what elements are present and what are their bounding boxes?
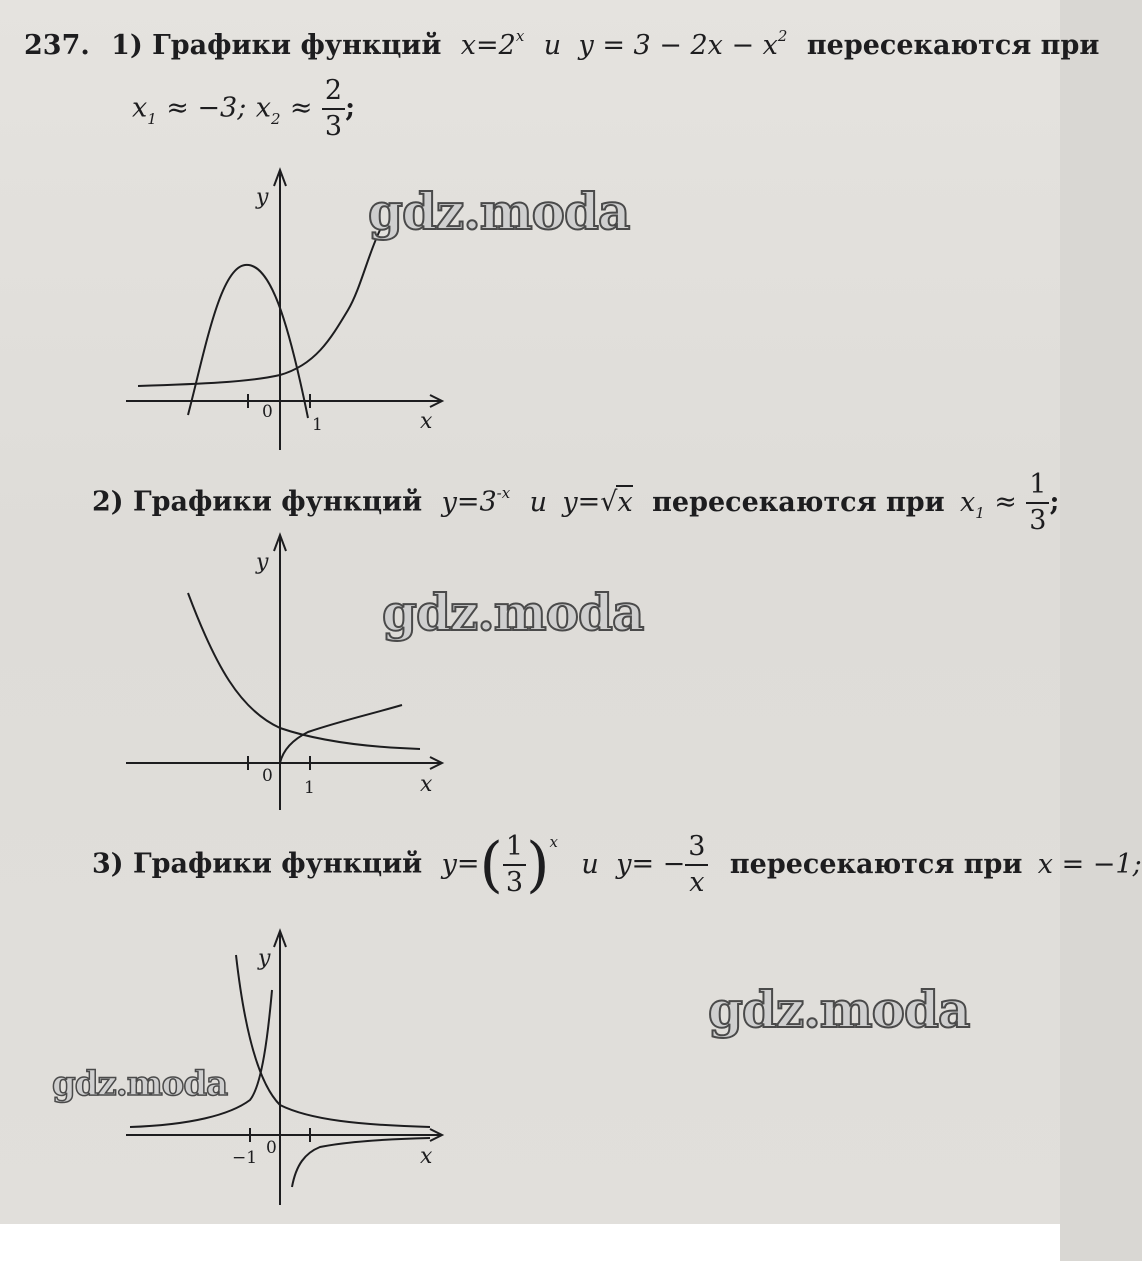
- y-axis-label: y: [256, 550, 269, 575]
- part-3-f1-exp: x: [549, 832, 558, 851]
- part-2-root-var: x: [960, 486, 976, 518]
- tick-minus-1-label: −1: [232, 1148, 258, 1168]
- root-x2-tail: ;: [345, 92, 356, 124]
- right-paren: ): [526, 830, 550, 900]
- part-1-roots: [132, 74, 355, 144]
- part-3-f1-lhs: y: [441, 848, 457, 880]
- part-2-root-sub: 1: [975, 503, 985, 522]
- part-3-root: x = −1;: [1037, 848, 1142, 880]
- part-3-f2-den: x: [689, 867, 705, 898]
- watermark-2: gdz.moda: [382, 583, 644, 642]
- part-2-root-den: 3: [1029, 505, 1047, 536]
- root-x1-var: x: [132, 92, 148, 124]
- watermark-4: gdz.moda: [52, 1064, 228, 1104]
- part-1-f1-lhs: x: [460, 30, 476, 61]
- part-3-label: 3): [92, 848, 124, 880]
- part-2-f1-exp: -x: [496, 483, 511, 502]
- watermark-3: gdz.moda: [708, 980, 970, 1039]
- part-3-f1-eq: =: [456, 848, 480, 880]
- part-2-f2-eq: =: [577, 486, 601, 518]
- curve-exponential: [138, 230, 380, 386]
- problem-number: 237.: [24, 30, 90, 61]
- left-paren: (: [479, 830, 503, 900]
- y-axis-label: y: [258, 946, 271, 971]
- x-axis-label: x: [420, 1144, 433, 1169]
- part-2-phrase-2: пересекаются при: [652, 486, 945, 518]
- part-2-f1-eq: =: [456, 486, 480, 518]
- root-x1-value: ≈ −3;: [166, 92, 247, 124]
- part-3-f2-eq: = −: [631, 848, 686, 880]
- sqrt-radicand: x: [617, 486, 633, 518]
- part-1-f2-exp: 2: [777, 27, 788, 45]
- part-1-phrase: Графики функций: [152, 30, 442, 61]
- part-2-f2-lhs: y: [562, 486, 578, 518]
- y-axis-label: y: [256, 185, 269, 210]
- root-x2-den: 3: [324, 111, 343, 142]
- graph-2: [120, 525, 460, 815]
- part-3-f1-fraction: [503, 830, 526, 900]
- part-3-f2-num: 3: [685, 830, 708, 866]
- tick-1-label: 1: [304, 778, 315, 798]
- part-2-phrase: Графики функций: [132, 486, 423, 518]
- root-x2-fraction: [322, 74, 345, 144]
- part-1-conj: и: [543, 30, 562, 61]
- part-2-root-tail: ;: [1049, 486, 1060, 518]
- part-1-statement: [24, 27, 1100, 61]
- part-2-f1-lhs: y: [441, 486, 457, 518]
- root-x2-sub: 2: [270, 109, 281, 128]
- part-3-phrase-2: пересекаются при: [729, 848, 1023, 880]
- tick-1-label: 1: [312, 415, 323, 435]
- part-1-f1-eq: =: [476, 30, 499, 61]
- curve-exponential-decay: [236, 955, 430, 1127]
- watermark-1: gdz.moda: [368, 182, 630, 241]
- sqrt-sign: √: [600, 486, 618, 518]
- part-3-f2-fraction: [685, 830, 708, 900]
- part-3-f2-lhs: y: [616, 848, 632, 880]
- x-axis-label: x: [420, 772, 433, 797]
- part-3-phrase: Графики функций: [132, 848, 423, 880]
- root-x1-sub: 1: [147, 109, 157, 128]
- part-3-f1-den: 3: [505, 867, 524, 898]
- part-2-label: 2): [92, 486, 124, 518]
- root-x2-var: x: [255, 92, 271, 124]
- curve-hyperbola-right: [292, 1138, 430, 1187]
- part-1-label: 1): [111, 30, 143, 61]
- part-2-f1-base: 3: [479, 486, 497, 518]
- root-x2-num: 2: [322, 74, 345, 110]
- part-2-root-fraction: [1026, 468, 1049, 538]
- part-1-f1-exp: x: [515, 27, 525, 45]
- part-2-conj: и: [529, 486, 547, 518]
- x-axis-label: x: [420, 409, 433, 434]
- part-1-phrase-2: пересекаются при: [806, 30, 1100, 61]
- origin-label: 0: [266, 1138, 277, 1158]
- part-3-statement: [92, 830, 1142, 900]
- part-3-f1-num: 1: [503, 830, 526, 866]
- origin-label: 0: [262, 766, 273, 786]
- part-2-root-approx: ≈: [994, 486, 1017, 518]
- root-x2-approx: ≈: [289, 92, 313, 124]
- part-3-conj: и: [581, 848, 599, 880]
- part-2-root-num: 1: [1026, 468, 1049, 504]
- bottom-margin: [0, 1224, 1060, 1261]
- part-1-f1-base: 2: [498, 30, 516, 61]
- origin-label: 0: [262, 402, 273, 422]
- curve-hyperbola-left: [130, 990, 272, 1127]
- part-1-f2: y = 3 − 2x − x: [578, 30, 778, 61]
